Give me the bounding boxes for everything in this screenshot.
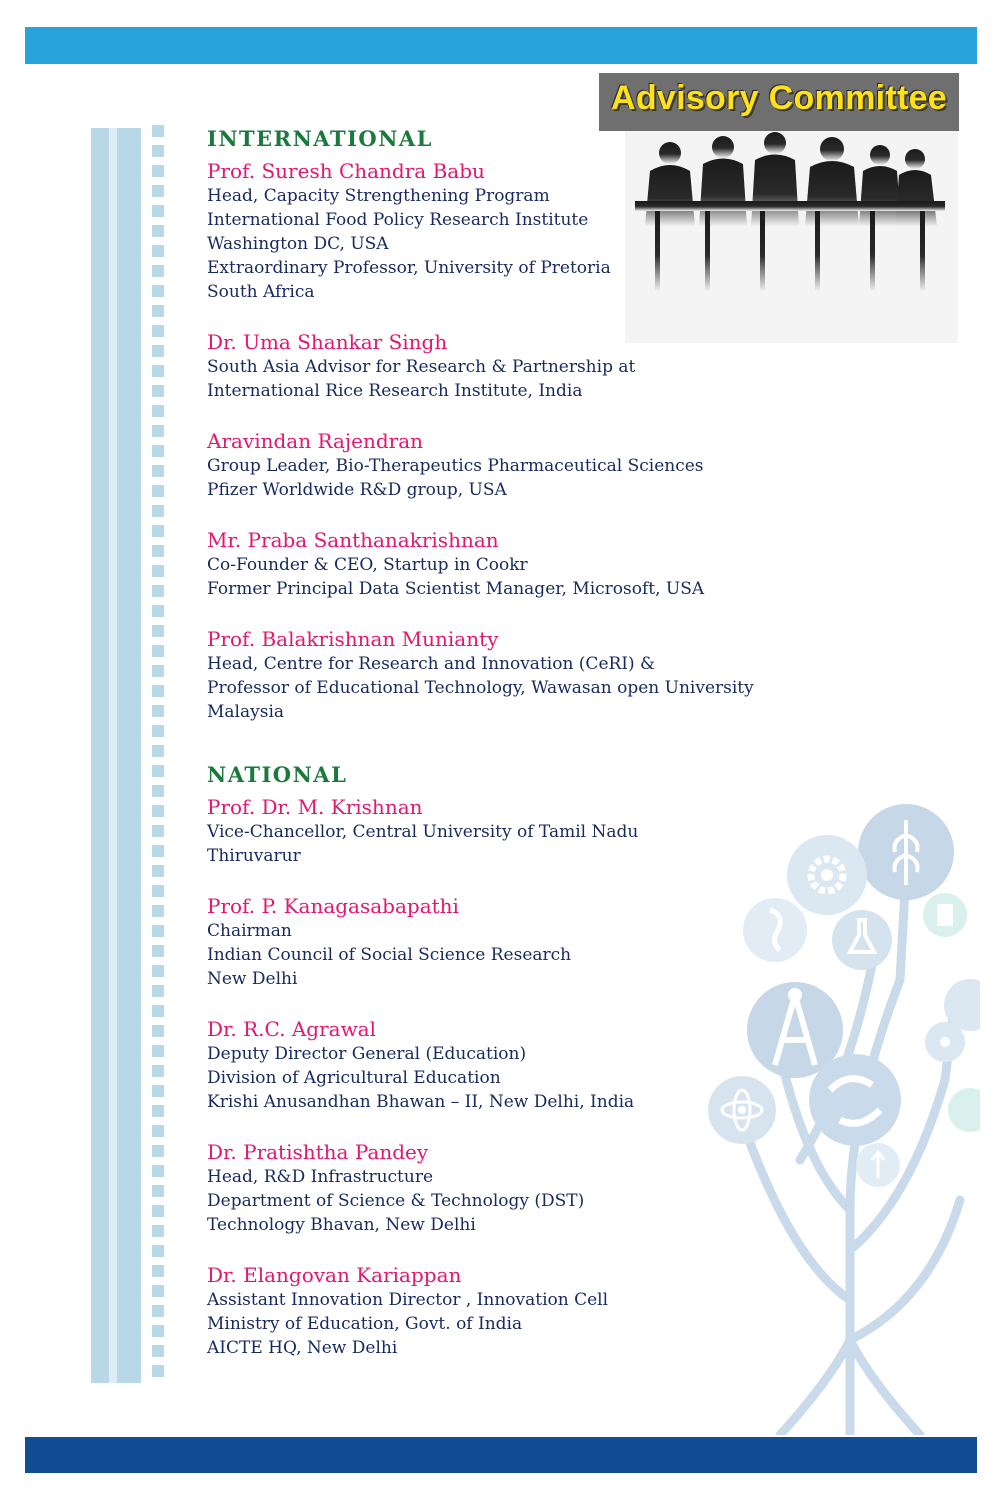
left-decorative-stripe <box>91 128 141 1383</box>
decorative-square <box>152 1185 164 1197</box>
decorative-square <box>152 865 164 877</box>
committee-member <box>207 428 807 502</box>
decorative-square <box>152 505 164 517</box>
decorative-square <box>152 565 164 577</box>
decorative-square <box>152 465 164 477</box>
decorative-square <box>152 805 164 817</box>
decorative-square <box>152 785 164 797</box>
wheat-icon <box>858 804 954 900</box>
member-name: Prof. Balakrishnan Munianty <box>207 627 499 651</box>
decorative-square <box>152 1025 164 1037</box>
page-title: Advisory Committee <box>610 79 948 117</box>
decorative-square <box>152 1145 164 1157</box>
decorative-square <box>152 985 164 997</box>
decorative-square <box>152 385 164 397</box>
member-detail-line: Chairman <box>207 921 292 941</box>
member-detail-line: Ministry of Education, Govt. of India <box>207 1314 523 1334</box>
decorative-square <box>152 325 164 337</box>
decorative-square <box>152 905 164 917</box>
decorative-square <box>152 825 164 837</box>
decorative-square <box>152 1345 164 1357</box>
member-detail-line: Deputy Director General (Education) <box>207 1044 527 1064</box>
member-detail-line: AICTE HQ, New Delhi <box>207 1338 398 1358</box>
decorative-square <box>152 225 164 237</box>
decorative-square <box>152 265 164 277</box>
decorative-square <box>152 585 164 597</box>
committee-member <box>207 794 807 868</box>
member-detail-line: Former Principal Data Scientist Manager, Microsoft, USA <box>207 579 705 599</box>
member-detail-line: Assistant Innovation Director , Innovation Cell <box>207 1290 609 1310</box>
usb-icon <box>856 1143 900 1187</box>
member-name: Dr. Pratishtha Pandey <box>207 1140 429 1164</box>
committee-member <box>207 527 807 601</box>
decorative-square <box>152 1045 164 1057</box>
wifi-icon <box>925 1022 965 1062</box>
decorative-square <box>152 125 164 137</box>
decorative-square <box>152 625 164 637</box>
decorative-square <box>152 245 164 257</box>
member-detail-line: Head, R&D Infrastructure <box>207 1167 434 1187</box>
decorative-square <box>152 425 164 437</box>
decorative-square <box>152 1005 164 1017</box>
decorative-square <box>152 725 164 737</box>
decorative-square <box>152 965 164 977</box>
decorative-square <box>152 185 164 197</box>
member-detail-line: International Rice Research Institute, India <box>207 381 583 401</box>
member-detail-line: Indian Council of Social Science Research <box>207 945 572 965</box>
decorative-square <box>152 305 164 317</box>
member-detail-line: Extraordinary Professor, University of Pretoria <box>207 258 611 278</box>
decorative-square <box>152 1165 164 1177</box>
decorative-square <box>152 525 164 537</box>
decorative-square <box>152 205 164 217</box>
decorative-square <box>152 1245 164 1257</box>
member-detail-line: Washington DC, USA <box>207 234 389 254</box>
member-detail-line: Department of Science & Technology (DST) <box>207 1191 585 1211</box>
decorative-square <box>152 925 164 937</box>
committee-member <box>207 893 807 991</box>
member-detail-line: Professor of Educational Technology, Wawasan open University <box>207 678 754 698</box>
dolphins-icon <box>809 1054 901 1146</box>
member-detail-line: South Asia Advisor for Research & Partnership at <box>207 357 636 377</box>
left-square-pattern <box>152 125 164 1383</box>
member-name: Prof. Dr. M. Krishnan <box>207 795 423 819</box>
decorative-square <box>152 745 164 757</box>
decorative-square <box>152 1085 164 1097</box>
member-detail-line: International Food Policy Research Institute <box>207 210 589 230</box>
decorative-square <box>152 645 164 657</box>
member-name: Dr. Uma Shankar Singh <box>207 330 448 354</box>
decorative-square <box>152 1305 164 1317</box>
decorative-square <box>152 885 164 897</box>
decorative-square <box>152 485 164 497</box>
decorative-square <box>152 1125 164 1137</box>
flask-icon <box>832 910 892 970</box>
decorative-square <box>152 605 164 617</box>
decorative-square <box>152 765 164 777</box>
decorative-square <box>152 1205 164 1217</box>
decorative-square <box>152 1265 164 1277</box>
decorative-square <box>152 845 164 857</box>
page-title-box <box>599 73 959 131</box>
member-detail-line: New Delhi <box>207 969 298 989</box>
committee-member <box>207 329 807 403</box>
decorative-square <box>152 365 164 377</box>
committee-list <box>207 124 807 1385</box>
committee-member <box>207 1016 807 1114</box>
decorative-square <box>152 285 164 297</box>
section-heading: INTERNATIONAL <box>207 126 433 151</box>
member-detail-line: Co-Founder & CEO, Startup in Cookr <box>207 555 528 575</box>
member-detail-line: Pfizer Worldwide R&D group, USA <box>207 480 507 500</box>
member-detail-line: South Africa <box>207 282 315 302</box>
decorative-square <box>152 1325 164 1337</box>
section-heading: NATIONAL <box>207 762 348 787</box>
member-detail-line: Krishi Anusandhan Bhawan – II, New Delhi, India <box>207 1092 635 1112</box>
decorative-square <box>152 1225 164 1237</box>
committee-member <box>207 1262 807 1360</box>
member-detail-line: Vice-Chancellor, Central University of Tamil Nadu <box>207 822 639 842</box>
committee-member <box>207 1139 807 1237</box>
decorative-square <box>152 445 164 457</box>
decorative-square <box>152 405 164 417</box>
decorative-square <box>152 145 164 157</box>
decorative-square <box>152 705 164 717</box>
member-detail-line: Division of Agricultural Education <box>207 1068 501 1088</box>
member-name: Dr. R.C. Agrawal <box>207 1017 377 1041</box>
member-name: Mr. Praba Santhanakrishnan <box>207 528 499 552</box>
committee-member <box>207 158 807 304</box>
top-banner-bar <box>25 27 977 64</box>
decorative-square <box>152 1365 164 1377</box>
decorative-square <box>152 945 164 957</box>
member-detail-line: Head, Centre for Research and Innovation (CeRI) & <box>207 654 656 674</box>
member-name: Prof. P. Kanagasabapathi <box>207 894 459 918</box>
member-name: Aravindan Rajendran <box>207 429 423 453</box>
decorative-square <box>152 1105 164 1117</box>
decorative-square <box>152 165 164 177</box>
member-name: Dr. Elangovan Kariappan <box>207 1263 462 1287</box>
member-detail-line: Head, Capacity Strengthening Program <box>207 186 550 206</box>
bottom-banner-bar <box>25 1437 977 1473</box>
decorative-square <box>152 665 164 677</box>
committee-member <box>207 626 807 724</box>
member-detail-line: Group Leader, Bio-Therapeutics Pharmaceutical Sciences <box>207 456 704 476</box>
decorative-square <box>152 345 164 357</box>
member-detail-line: Malaysia <box>207 702 285 722</box>
member-detail-line: Technology Bhavan, New Delhi <box>207 1215 476 1235</box>
member-detail-line: Thiruvarur <box>207 846 301 866</box>
sd-card-icon <box>923 893 967 937</box>
decorative-square <box>152 1285 164 1297</box>
member-name: Prof. Suresh Chandra Babu <box>207 159 485 183</box>
decorative-square <box>152 685 164 697</box>
decorative-square <box>152 1065 164 1077</box>
decorative-square <box>152 545 164 557</box>
